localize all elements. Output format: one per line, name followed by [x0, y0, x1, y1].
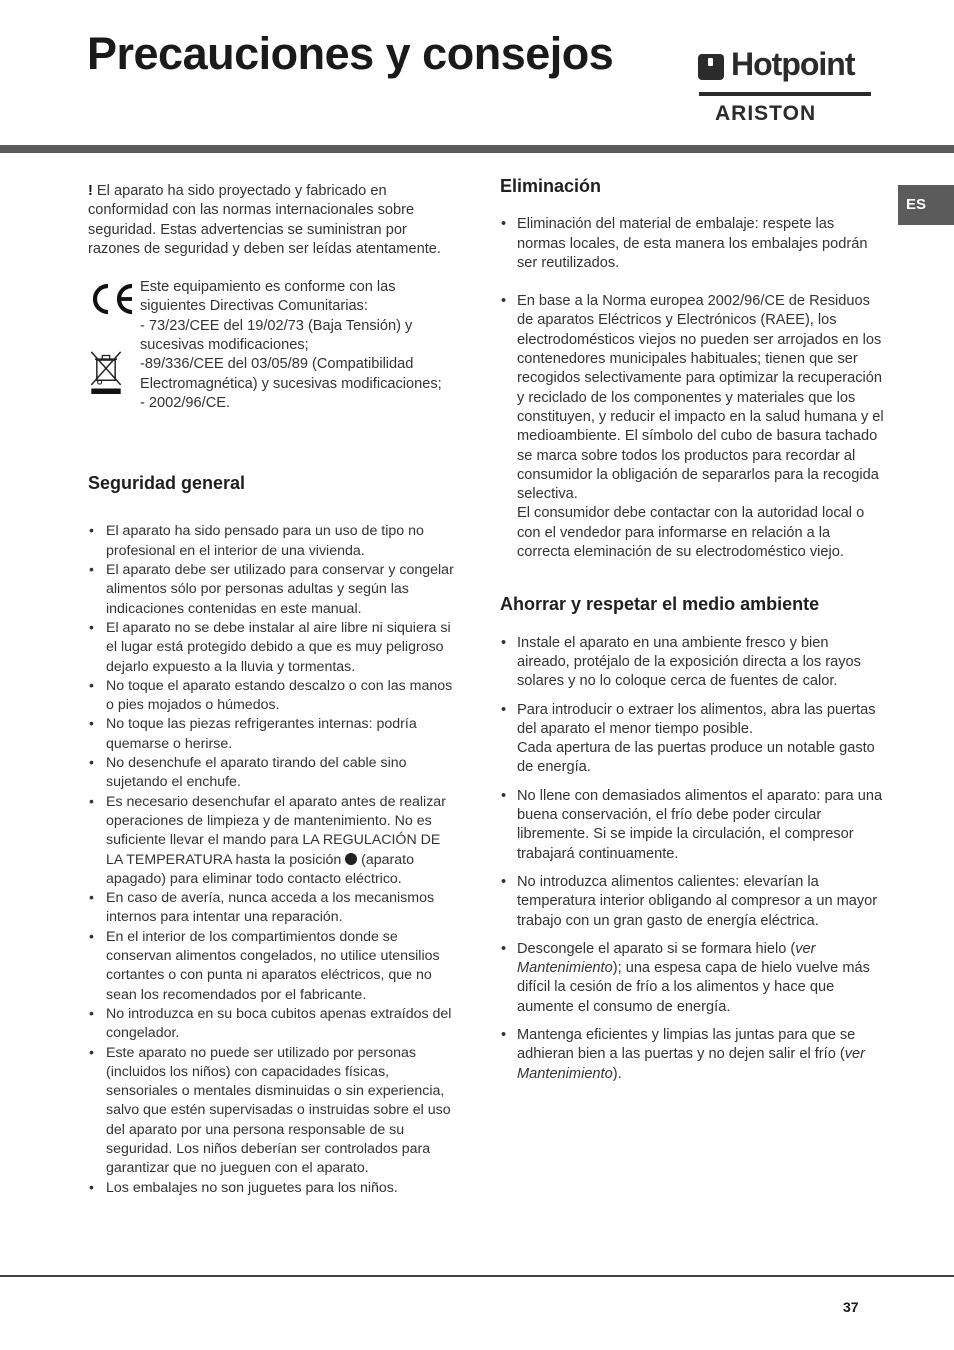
list-item-text: Es necesario desenchufar el aparato antes de realizar operaciones de limpieza y de mantenimiento. No es suficiente llevar el mando para LA REGULACIÓN DE LA TEMPERATURA hasta la posición [106, 793, 446, 868]
logo-sub-text: ARISTON [715, 102, 817, 125]
list-item [500, 292, 885, 562]
cross-reference: ver Mantenimiento [517, 1046, 866, 1082]
list-item: • Eliminación del material de embalaje: respete las normas locales, de esta manera los embalajes podrán ser reutilizados. [500, 215, 885, 273]
warning-mark: ! [88, 183, 93, 199]
list-item: • No desenchufe el aparato tirando del cable sino sujetando el enchufe. [88, 754, 460, 793]
list-item [88, 793, 460, 889]
logo-rule [699, 92, 871, 96]
list-item-extra: Cada apertura de las puertas produce un notable gasto de energía. [517, 740, 875, 776]
list-item: • El aparato no se debe instalar al aire libre ni siquiera si el lugar está protegido debido a que es muy peligroso dejarlo expuesto a la lluvia y tormentas. [88, 619, 460, 677]
list-item: • En caso de avería, nunca acceda a los mecanismos internos para intentar una reparación. [88, 889, 460, 928]
hotpoint-ariston-logo [698, 46, 873, 125]
logo-brand-text: Hotpoint [731, 46, 855, 82]
seguridad-heading: Seguridad general [88, 473, 246, 494]
list-item: • Instale el aparato en una ambiente fresco y bien aireado, protéjalo de la exposición directa a los rayos solares y no lo coloque cerca de fuentes de calor. [500, 634, 885, 692]
logo-mark-icon [698, 54, 724, 80]
list-item: • El aparato ha sido pensado para un uso de tipo no profesional en el interior de una vivienda. [88, 522, 460, 561]
left-column [88, 182, 460, 1198]
list-item-text: En base a la Norma europea 2002/96/CE de Residuos de aparatos Eléctricos y Electrónicos (RAEE), los electrodomésticos viejos no pueden ser arrojados en los contenedores municipales habituales; tienen que ser recogidos selectivamente para optimizar la recuperación y reciclado de los componentes y materiales que los constituyen, y reducir el impacto en la salud humana y el medioambiente. El símbolo del cubo de basura tachado se marca sobre todos los productos para recordar al consumidor la obligación de separarlos para la recogida selectiva. [517, 293, 884, 503]
header-divider-bar [0, 145, 954, 153]
list-item-extra: El consumidor debe contactar con la autoridad local o con el vendedor para informarse en relación a la correcta eleminación de su electrodoméstico viejo. [517, 505, 865, 561]
right-column [500, 177, 885, 1084]
list-item-tail: (aparato apagado) para eliminar todo contacto eléctrico. [106, 851, 414, 887]
ahorrar-list [500, 634, 885, 1084]
ce-mark-icon [88, 282, 136, 316]
page-number: 37 [843, 1299, 859, 1315]
list-item: • No toque el aparato estando descalzo o con las manos o pies mojados o húmedos. [88, 677, 460, 716]
list-item-tail: ). [612, 1065, 622, 1082]
list-item-tail: ); una espesa capa de hielo vuelve más difícil la cesión de frío a los alimentos y hace que aumente el consumo de energía. [517, 960, 870, 1015]
list-item: • El aparato debe ser utilizado para conservar y congelar alimentos sólo por personas adultas y según las indicaciones contenidas en este manual. [88, 561, 460, 619]
list-item [500, 1026, 885, 1084]
language-tab: ES [898, 185, 954, 225]
conformity-line: - 73/23/CEE del 19/02/73 (Baja Tensión) y sucesivas modificaciones; [140, 317, 413, 354]
conformity-line: -89/336/CEE del 03/05/89 (Compatibilidad Electromagnética) y sucesivas modificaciones; [140, 356, 442, 392]
eliminacion-list [500, 215, 885, 562]
conformity-block [88, 278, 460, 448]
list-item: • No llene con demasiados alimentos el aparato: para una buena conservación, el frío debe poder circular libremente. Si se impide la circulación, el compresor trabajará continuamente. [500, 787, 885, 864]
list-item: • No toque las piezas refrigerantes internas: podría quemarse o herirse. [88, 715, 460, 754]
page-title: Precauciones y consejos [87, 28, 614, 79]
list-item: • Los embalajes no son juguetes para los niños. [88, 1179, 460, 1198]
conformity-line: - 2002/96/CE. [140, 394, 231, 411]
off-position-icon [345, 853, 357, 865]
conformity-line: Este equipamiento es conforme con las siguientes Directivas Comunitarias: [140, 279, 396, 315]
conformity-text [140, 278, 460, 413]
footer-divider [0, 1275, 954, 1277]
list-item-text: Mantenga eficientes y limpias las juntas para que se adhieran bien a las puertas y no dejen salir el frío ( [517, 1026, 856, 1063]
list-item [500, 940, 885, 1017]
list-item-text: Para introducir o extraer los alimentos, abra las puertas del aparato el menor tiempo posible. [517, 701, 876, 737]
intro-text: El aparato ha sido proyectado y fabricado en conformidad con las normas internacionales sobre seguridad. Estas advertencias se suministran por razones de seguridad y deben ser leídas atentamente. [88, 183, 441, 257]
list-item: • No introduzca alimentos calientes: elevarían la temperatura interior obligando al compresor a un mayor trabajo con un gran gasto de energía eléctrica. [500, 873, 885, 931]
list-item: • En el interior de los compartimientos donde se conservan alimentos congelados, no utilice utensilios cortantes o con punta ni aparatos eléctricos, que no sean los recomendados por el fabricante. [88, 928, 460, 1005]
list-item-text: Descongele el aparato si se formara hielo ( [517, 940, 796, 957]
list-item: • No introduzca en su boca cubitos apenas extraídos del congelador. [88, 1005, 460, 1044]
eliminacion-heading: Eliminación [500, 176, 602, 196]
crossed-bin-icon [88, 350, 124, 394]
list-item [500, 701, 885, 778]
ahorrar-heading: Ahorrar y respetar el medio ambiente [500, 594, 820, 615]
cross-reference: ver Mantenimiento [517, 940, 816, 977]
intro-paragraph [88, 182, 460, 259]
list-item: • Este aparato no puede ser utilizado por personas (incluidos los niños) con capacidades físicas, sensoriales o mentales disminuidas o sin experiencia, salvo que estén supervisadas o instruidas sobre el uso del aparato por una persona responsable de su seguridad. Los niños deberían ser controlados para garantizar que no jueguen con el aparato. [88, 1044, 460, 1179]
seguridad-list [88, 522, 460, 1197]
